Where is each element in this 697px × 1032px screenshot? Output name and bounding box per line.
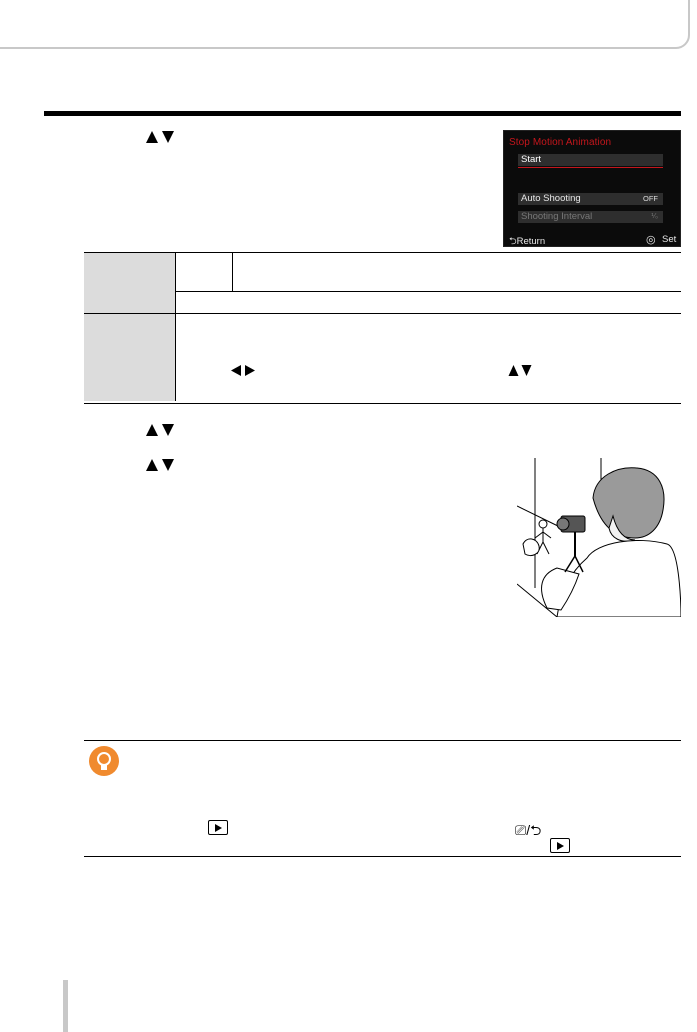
trash-return-icon: ⎚/⮌ [515, 822, 542, 838]
playback-button-icon [550, 838, 570, 853]
auto-shooting-value: OFF [643, 194, 658, 203]
shooting-interval-label: Shooting Interval [521, 211, 593, 222]
camera-menu-screen [503, 130, 681, 247]
stop-motion-illustration [517, 458, 681, 617]
tip-top-rule [84, 740, 681, 741]
up-down-arrow-icon [145, 458, 175, 472]
shooting-interval-value: ⅟₀ [651, 213, 658, 220]
page-side-bar [63, 980, 68, 1032]
up-down-arrow-icon [145, 423, 175, 437]
return-label[interactable]: ⮌Return [509, 236, 546, 247]
menu-item-start[interactable]: Start [518, 154, 663, 166]
tip-bottom-rule [84, 856, 681, 857]
lightbulb-icon [89, 746, 119, 776]
left-right-arrow-icon [230, 364, 256, 377]
menu-selection-line [518, 167, 663, 168]
set-label[interactable]: Set [662, 234, 677, 245]
up-down-arrow-icon [145, 130, 175, 144]
table-label-column [84, 253, 175, 401]
playback-button-icon [208, 820, 228, 835]
menu-title: Stop Motion Animation [509, 137, 612, 148]
up-down-arrow-icon [508, 364, 532, 377]
section-divider [44, 111, 681, 116]
set-dial-icon: ◎ [646, 234, 656, 246]
menu-item-auto-shooting[interactable] [518, 193, 663, 205]
page-header-tab [0, 0, 690, 49]
auto-shooting-label: Auto Shooting [521, 193, 581, 204]
settings-table [84, 252, 681, 404]
menu-item-shooting-interval[interactable] [518, 211, 663, 223]
